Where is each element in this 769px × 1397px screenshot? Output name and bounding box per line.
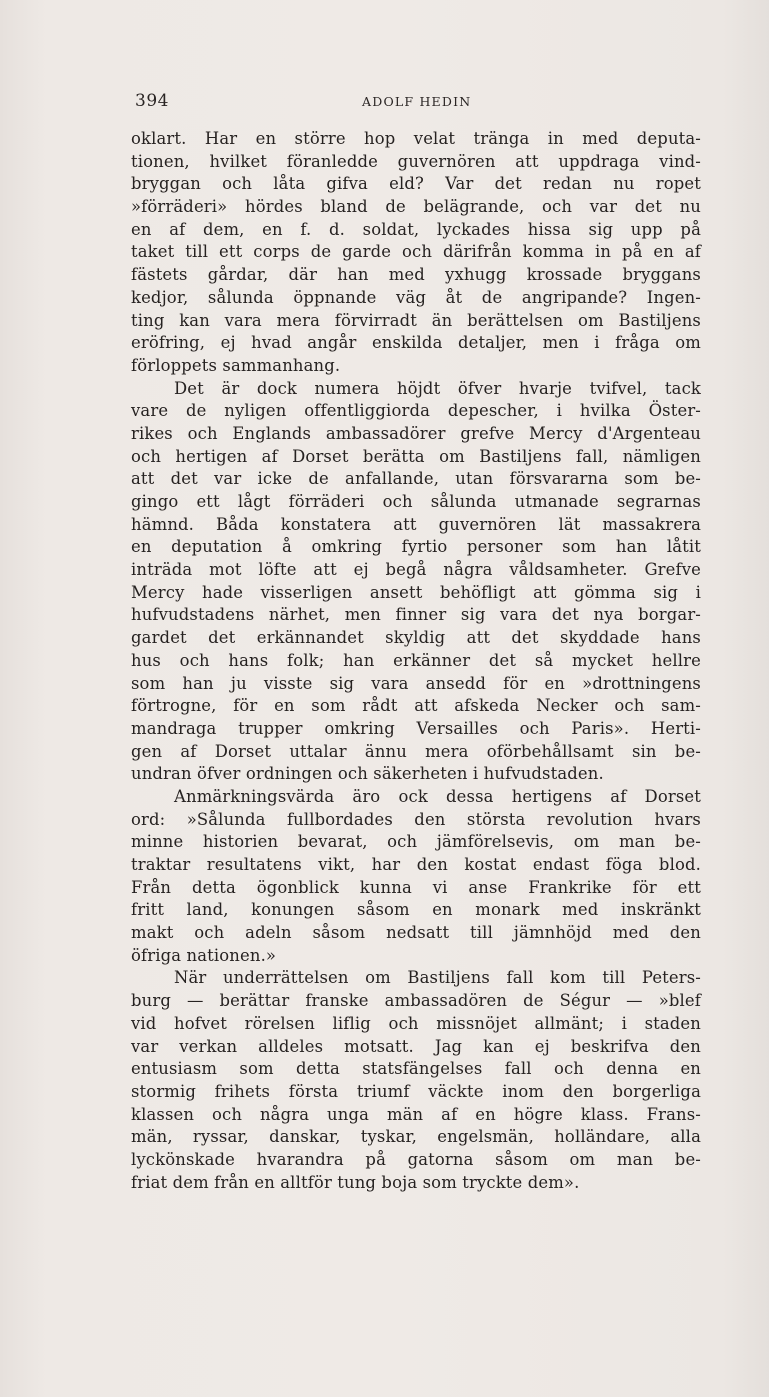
- text-line: som han ju visste sig vara ansedd för en »drottningens: [131, 673, 701, 693]
- text-line: vare de nyligen offentliggiorda depescher, i hvilka Öster-: [131, 401, 701, 421]
- text-line: gen af Dorset uttalar ännu mera oförbehållsamt sin be-: [131, 741, 701, 761]
- text-line: öfriga nationen.»: [131, 945, 277, 965]
- text-line: en deputation å omkring fyrtio personer som han låtit: [131, 537, 701, 557]
- paragraph: [131, 786, 701, 968]
- text-line: »förräderi» hördes bland de belägrande, och var det nu: [131, 197, 701, 217]
- text-line: gingo ett lågt förräderi och sålunda utmanade segrarnas: [131, 492, 701, 511]
- running-head: ADOLF HEDIN: [362, 94, 472, 109]
- text-line: burg — berättar franske ambassadören de Ségur — »blef: [131, 991, 701, 1011]
- text-line: vid hofvet rörelsen liflig och missnöjet allmänt; i staden: [131, 1013, 701, 1033]
- text-line: Anmärkningsvärda äro ock dessa hertigens af Dorset: [174, 786, 701, 806]
- page-number: 394: [135, 91, 169, 111]
- text-line: entusiasm som detta statsfängelses fall och denna en: [131, 1059, 701, 1079]
- text-line: förtrogne, för en som rådt att afskeda Necker och sam-: [131, 696, 701, 716]
- text-line: fästets gårdar, där han med yxhugg krossade bryggans: [131, 265, 701, 285]
- text-line: minne historien bevarat, och jämförelsevis, om man be-: [131, 832, 701, 852]
- text-line: klassen och några unga män af en högre klass. Frans-: [131, 1104, 701, 1124]
- text-line: När underrättelsen om Bastiljens fall kom till Peters-: [174, 968, 701, 988]
- text-line: hus och hans folk; han erkänner det så mycket hellre: [131, 650, 701, 670]
- text-line: inträda mot löfte att ej begå några våldsamheter. Grefve: [131, 560, 701, 580]
- text-line: mandraga trupper omkring Versailles och Paris». Herti-: [131, 718, 701, 738]
- text-line: och hertigen af Dorset berätta om Bastiljens fall, nämligen: [131, 446, 701, 466]
- text-line: rikes och Englands ambassadörer grefve Mercy d'Argenteau: [131, 423, 701, 443]
- text-line: friat dem från en alltför tung boja som tryckte dem».: [131, 1172, 580, 1192]
- text-line: var verkan alldeles motsatt. Jag kan ej beskrifva den: [131, 1036, 701, 1056]
- text-line: att det var icke de anfallande, utan försvararna som be-: [131, 469, 701, 489]
- text-line: män, ryssar, danskar, tyskar, engelsmän, holländare, alla: [131, 1127, 701, 1147]
- text-line: en af dem, en f. d. soldat, lyckades hissa sig upp på: [131, 219, 701, 239]
- text-line: Mercy hade visserligen ansett behöfligt att gömma sig i: [131, 582, 701, 602]
- text-line: traktar resultatens vikt, har den kostat endast föga blod.: [131, 855, 701, 874]
- body-text: [131, 128, 701, 1194]
- text-line: undran öfver ordningen och säkerheten i hufvudstaden.: [131, 764, 604, 784]
- text-line: hufvudstadens närhet, men finner sig vara det nya borgar-: [131, 605, 701, 625]
- text-line: kedjor, sålunda öppnande väg åt de angripande? Ingen-: [131, 287, 701, 307]
- text-line: oklart. Har en större hop velat tränga in med deputa-: [131, 129, 701, 148]
- text-line: Från detta ögonblick kunna vi anse Frankrike för ett: [131, 877, 701, 897]
- text-line: hämnd. Båda konstatera att guvernören lät massakrera: [131, 514, 701, 534]
- text-line: Det är dock numera höjdt öfver hvarje tvifvel, tack: [174, 378, 701, 398]
- text-line: förloppets sammanhang.: [131, 355, 341, 375]
- text-line: fritt land, konungen såsom en monark med inskränkt: [131, 900, 701, 920]
- text-line: tionen, hvilket föranledde guvernören att uppdraga vind-: [131, 151, 701, 171]
- text-line: taket till ett corps de garde och därifrån komma in på en af: [131, 242, 701, 262]
- text-line: gardet det erkännandet skyldig att det skyddade hans: [131, 628, 701, 648]
- text-line: ting kan vara mera förvirradt än berättelsen om Bastiljens: [131, 310, 701, 330]
- page-header: [131, 91, 701, 113]
- text-line: eröfring, ej hvad angår enskilda detaljer, men i fråga om: [131, 333, 701, 353]
- text-line: lyckönskade hvarandra på gatorna såsom om man be-: [131, 1149, 701, 1169]
- text-line: makt och adeln såsom nedsatt till jämnhöjd med den: [131, 923, 701, 943]
- text-line: ord: »Sålunda fullbordades den största revolution hvars: [131, 809, 701, 829]
- paragraph: [131, 128, 701, 378]
- text-line: bryggan och låta gifva eld? Var det redan nu ropet: [131, 174, 701, 194]
- text-line: stormig frihets första triumf väckte inom den borgerliga: [131, 1081, 701, 1101]
- paragraph: [131, 378, 701, 786]
- paragraph: [131, 967, 701, 1194]
